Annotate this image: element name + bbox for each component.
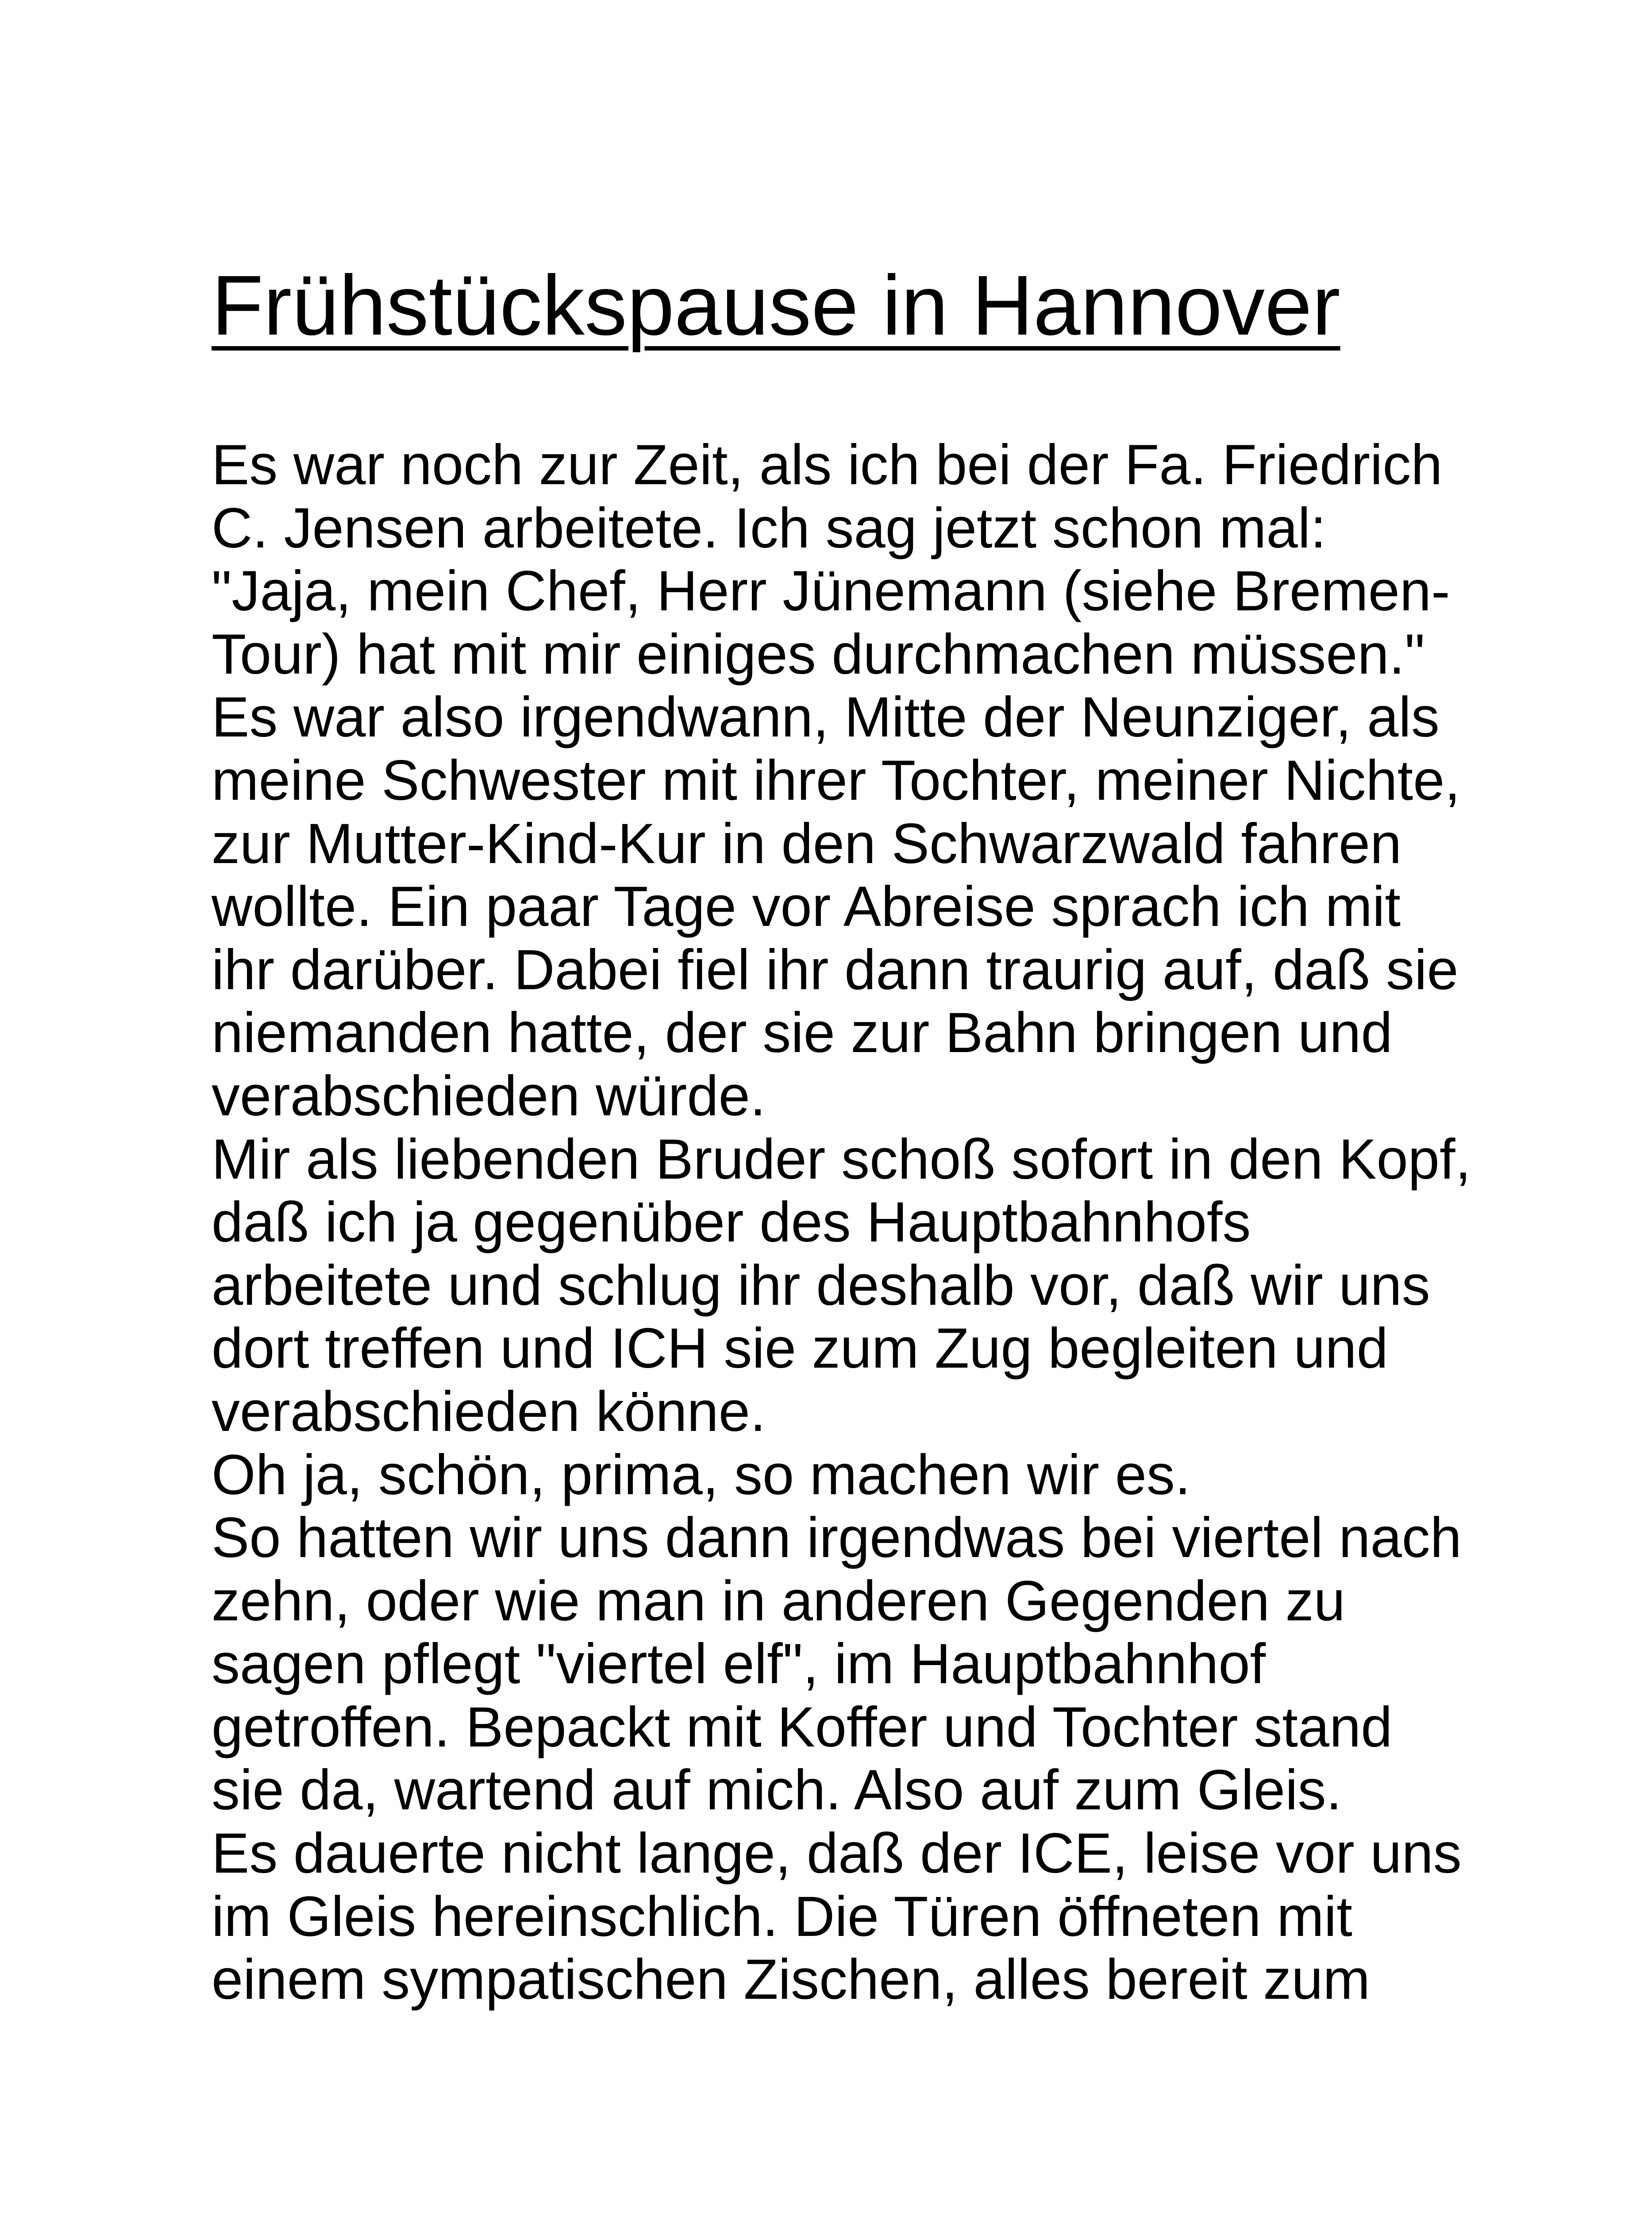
text-line: ihr darüber. Dabei fiel ihr dann traurig auf, daß sie	[212, 938, 1459, 1002]
text-line: im Gleis hereinschlich. Die Türen öffneten mit	[212, 1885, 1352, 1948]
document-body	[212, 434, 1583, 2012]
text-line: Oh ja, schön, prima, so machen wir es.	[212, 1443, 1191, 1507]
text-line: "Jaja, mein Chef, Herr Jünemann (siehe Bremen-	[212, 559, 1450, 623]
text-line: zehn, oder wie man in anderen Gegenden zu	[212, 1569, 1345, 1633]
text-line: zur Mutter-Kind-Kur in den Schwarzwald fahren	[212, 812, 1402, 875]
text-line: verabschieden könne.	[212, 1380, 766, 1443]
text-line: einem sympatischen Zischen, alles bereit zum	[212, 1948, 1370, 2012]
text-line: niemanden hatte, der sie zur Bahn bringen und	[212, 1001, 1393, 1065]
text-line: Tour) hat mit mir einiges durchmachen müssen."	[212, 622, 1425, 686]
text-line: wollte. Ein paar Tage vor Abreise sprach ich mit	[212, 875, 1401, 939]
text-line: Es dauerte nicht lange, daß der ICE, leise vor uns	[212, 1822, 1462, 1885]
text-line: getroffen. Bepackt mit Koffer und Tochter stand	[212, 1695, 1393, 1759]
text-line: meine Schwester mit ihrer Tochter, meiner Nichte,	[212, 748, 1460, 812]
text-line: dort treffen und ICH sie zum Zug begleiten und	[212, 1317, 1388, 1380]
text-line: verabschieden würde.	[212, 1064, 766, 1128]
text-line: Es war also irgendwann, Mitte der Neunziger, als	[212, 686, 1440, 749]
text-line: sie da, wartend auf mich. Also auf zum Gleis.	[212, 1758, 1342, 1822]
text-line: arbeitete und schlug ihr deshalb vor, daß wir uns	[212, 1253, 1430, 1317]
text-line: Es war noch zur Zeit, als ich bei der Fa. Friedrich	[212, 433, 1443, 497]
text-line: So hatten wir uns dann irgendwas bei viertel nach	[212, 1506, 1462, 1570]
text-line: sagen pflegt "viertel elf", im Hauptbahnhof	[212, 1632, 1266, 1696]
text-line: Mir als liebenden Bruder schoß sofort in den Kopf,	[212, 1127, 1471, 1191]
document-title: Frühstückspause in Hannover	[212, 258, 1340, 353]
text-line: daß ich ja gegenüber des Hauptbahnhofs	[212, 1191, 1251, 1254]
text-line: C. Jensen arbeitete. Ich sag jetzt schon mal:	[212, 496, 1326, 560]
